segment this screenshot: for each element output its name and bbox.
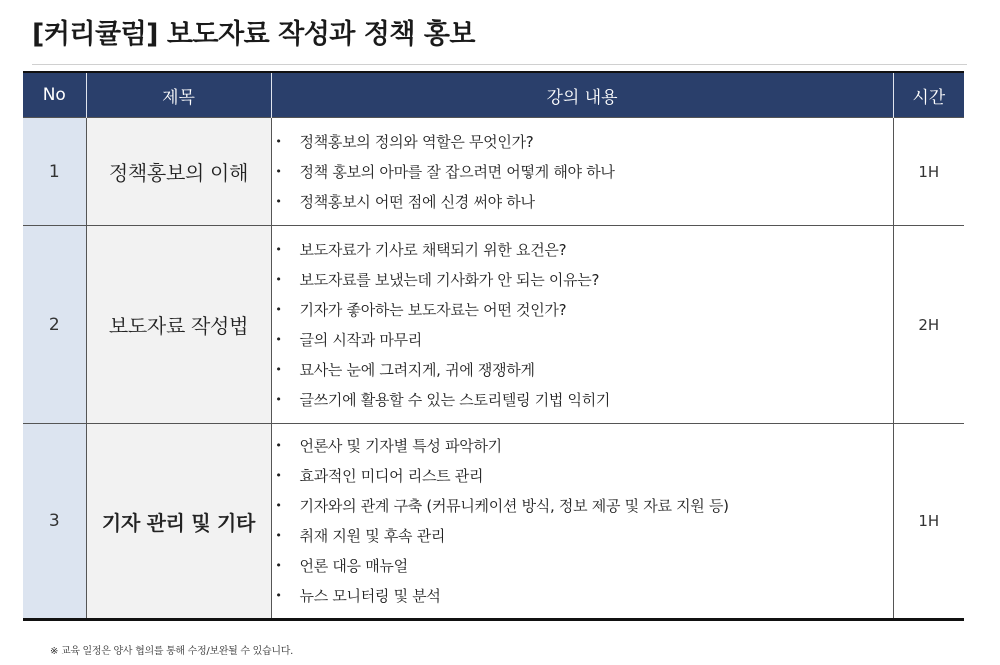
header-no: No	[23, 72, 86, 118]
list-item-text: 묘사는 눈에 그려지게, 귀에 쟁쟁하게	[299, 360, 535, 379]
list-item	[272, 461, 893, 491]
bullet-icon: •	[275, 589, 282, 602]
list-item	[272, 491, 893, 521]
bullet-icon: •	[275, 134, 282, 148]
bullet-icon: •	[275, 439, 282, 452]
row-time: 1H	[893, 118, 964, 226]
list-item	[272, 431, 893, 461]
list-item-text: 글쓰기에 활용할 수 있는 스토리텔링 기법 익히기	[299, 390, 611, 409]
table-row	[23, 118, 964, 226]
bullet-icon: •	[275, 362, 282, 376]
list-item	[272, 355, 893, 385]
table-row	[23, 226, 964, 424]
table-header-row	[23, 72, 964, 118]
content-list	[272, 431, 893, 611]
list-item-text: 글의 시작과 마무리	[299, 330, 422, 349]
list-item-text: 효과적인 미디어 리스트 관리	[299, 467, 484, 485]
list-item	[272, 127, 893, 157]
footnote: ※ 교육 일정은 양사 협의를 통해 수정/보완될 수 있습니다.	[50, 646, 293, 657]
row-number: 3	[23, 424, 86, 620]
list-item-text: 정책홍보의 정의와 역할은 무엇인가?	[299, 132, 534, 151]
list-item	[272, 187, 893, 217]
row-number: 2	[23, 226, 86, 424]
row-subject: 기자 관리 및 기타	[86, 424, 271, 620]
bullet-icon: •	[275, 242, 282, 256]
bullet-icon: •	[275, 302, 282, 316]
header-content: 강의 내용	[271, 72, 893, 118]
header-time: 시간	[893, 72, 964, 118]
list-item-text: 보도자료가 기사로 채택되기 위한 요건은?	[299, 240, 567, 259]
list-item	[272, 325, 893, 355]
list-item	[272, 521, 893, 551]
list-item	[272, 265, 893, 295]
page-title: [커리큘럼] 보도자료 작성과 정책 홍보	[32, 19, 476, 50]
list-item	[272, 551, 893, 581]
list-item-text: 취재 지원 및 후속 관리	[299, 527, 446, 545]
list-item-text: 정책홍보시 어떤 점에 신경 써야 하나	[299, 192, 535, 211]
curriculum-table	[23, 71, 964, 621]
row-content	[271, 226, 893, 424]
bullet-icon: •	[275, 164, 282, 178]
list-item-text: 기자와의 관계 구축 (커뮤니케이션 방식, 정보 제공 및 자료 지원 등)	[299, 497, 729, 515]
list-item-text: 정책 홍보의 아마를 잘 잡으려면 어떻게 해야 하나	[299, 162, 615, 181]
list-item-text: 뉴스 모니터링 및 분석	[299, 587, 441, 605]
row-time: 2H	[893, 226, 964, 424]
bullet-icon: •	[275, 469, 282, 482]
row-subject: 정책홍보의 이해	[86, 118, 271, 226]
bullet-icon: •	[275, 499, 282, 512]
row-number: 1	[23, 118, 86, 226]
list-item-text: 언론사 및 기자별 특성 파악하기	[299, 437, 502, 455]
list-item-text: 기자가 좋아하는 보도자료는 어떤 것인가?	[299, 300, 567, 319]
list-item	[272, 581, 893, 611]
row-time: 1H	[893, 424, 964, 620]
bullet-icon: •	[275, 194, 282, 208]
row-content	[271, 118, 893, 226]
bullet-icon: •	[275, 559, 282, 572]
row-content	[271, 424, 893, 620]
list-item-text: 언론 대응 매뉴얼	[299, 557, 408, 575]
content-list	[272, 127, 893, 217]
content-list	[272, 235, 893, 415]
list-item	[272, 235, 893, 265]
row-subject: 보도자료 작성법	[86, 226, 271, 424]
bullet-icon: •	[275, 332, 282, 346]
bullet-icon: •	[275, 272, 282, 286]
bullet-icon: •	[275, 392, 282, 406]
title-divider	[32, 64, 967, 65]
list-item-text: 보도자료를 보냈는데 기사화가 안 되는 이유는?	[299, 270, 600, 289]
bullet-icon: •	[275, 529, 282, 542]
list-item	[272, 385, 893, 415]
header-subject: 제목	[86, 72, 271, 118]
list-item	[272, 295, 893, 325]
table-row	[23, 424, 964, 620]
list-item	[272, 157, 893, 187]
